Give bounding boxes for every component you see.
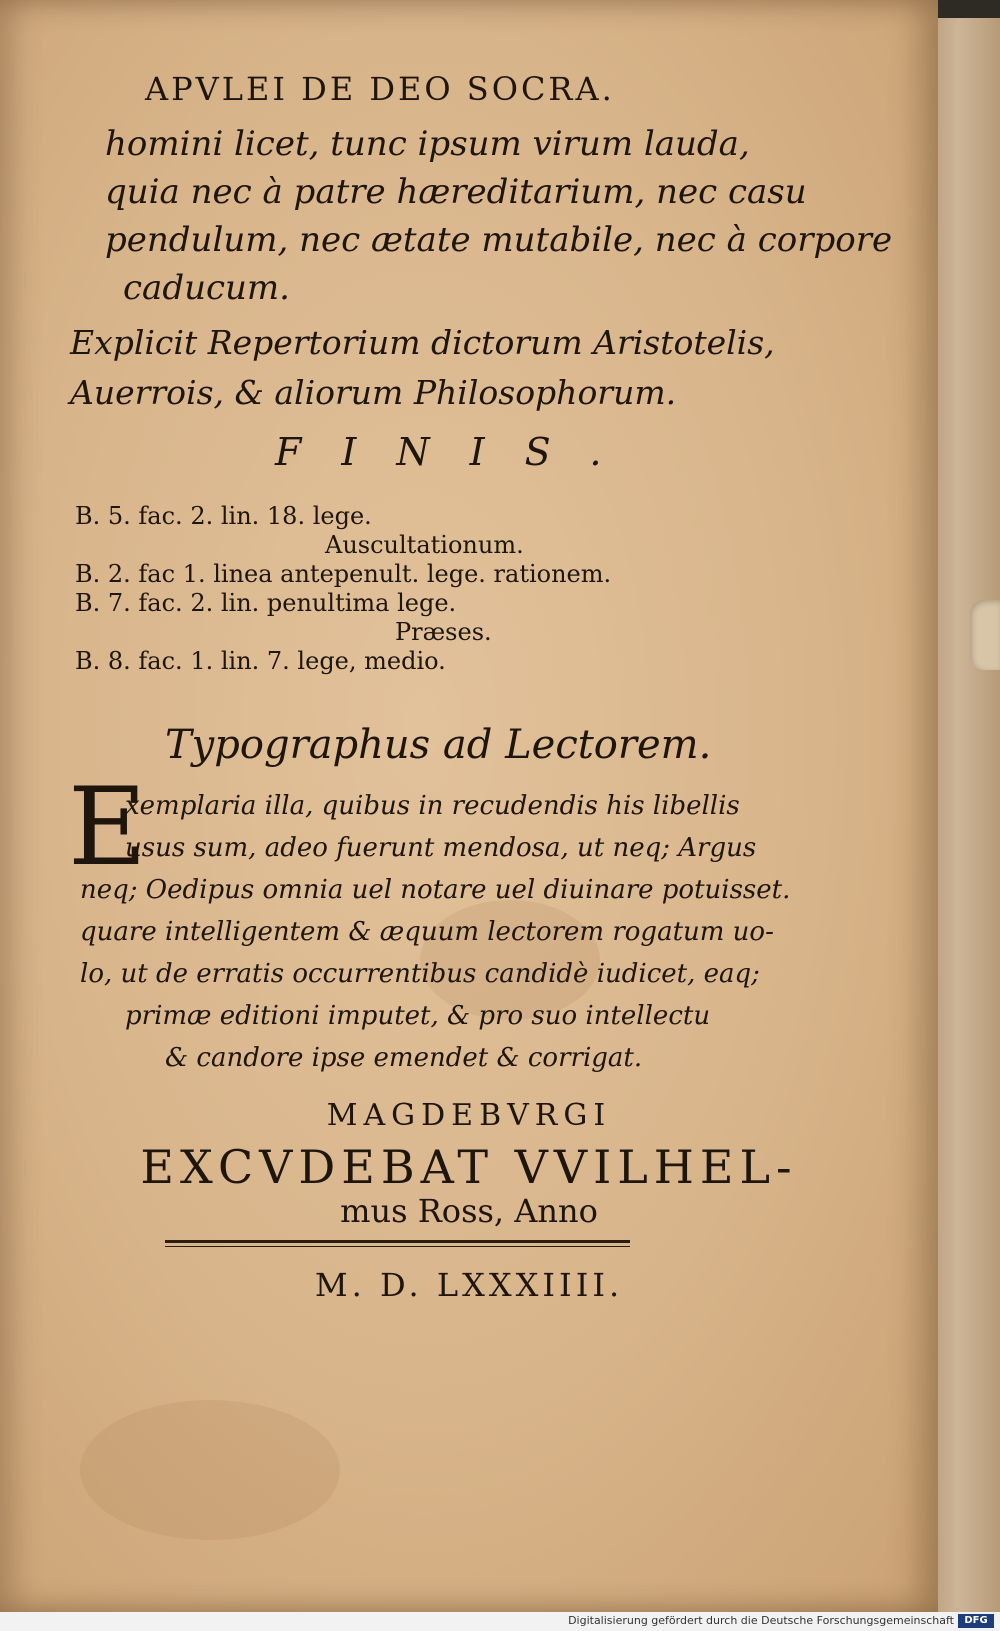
errata-line: Auscultationum. <box>325 531 524 559</box>
printer-note <box>80 785 791 1079</box>
text-line: quare intelligentem & æquum lectorem rogatum uo- <box>80 917 774 947</box>
text-line: usus sum, adeo fuerunt mendosa, ut neq; Argus <box>125 833 757 863</box>
explicit-block <box>70 318 775 418</box>
running-header: APVLEI DE DEO SOCRA. <box>145 70 615 108</box>
errata-line: B. 8. fac. 1. lin. 7. lege, medio. <box>75 647 446 675</box>
text-line: xemplaria illa, quibus in recudendis his libellis <box>125 791 740 821</box>
text-line: Explicit Repertorium dictorum Aristotelis, <box>70 323 775 362</box>
errata-list <box>75 502 611 676</box>
errata-line: B. 2. fac 1. linea antepenult. lege. rationem. <box>75 560 612 588</box>
text-line: lo, ut de erratis occurrentibus candidè iudicet, eaq; <box>80 959 760 989</box>
digitization-footer <box>0 1612 1000 1631</box>
colophon-city: MAGDEBVRGI <box>326 1098 612 1133</box>
text-line: pendulum, nec ætate mutabile, nec à corpore <box>105 220 893 260</box>
text-line: primæ editioni imputet, & pro suo intellectu <box>125 1001 711 1031</box>
text-line: & candore ipse emendet & corrigat. <box>165 1043 643 1073</box>
text-line: Auerrois, & aliorum Philosophorum. <box>70 373 677 412</box>
text-line: neq; Oedipus omnia uel notare uel diuinare potuisset. <box>80 875 791 905</box>
book-clasp <box>970 600 1000 670</box>
divider-rule <box>165 1246 630 1247</box>
errata-line: B. 5. fac. 2. lin. 18. lege. <box>75 502 372 530</box>
errata-line: B. 7. fac. 2. lin. penultima lege. <box>75 589 457 617</box>
funding-note: Digitalisierung gefördert durch die Deutsche Forschungsgemeinschaft <box>568 1614 954 1627</box>
latin-text-block <box>105 120 893 312</box>
colophon-printer: EXCVDEBAT VVILHEL- <box>140 1140 798 1194</box>
text-line: homini licet, tunc ipsum virum lauda, <box>105 124 750 164</box>
dfg-logo: DFG <box>958 1614 994 1628</box>
text-line: quia nec à patre hæreditarium, nec casu <box>105 172 807 212</box>
foxing-stain <box>80 1400 340 1540</box>
section-title: Typographus ad Lectorem. <box>165 722 712 768</box>
colophon-anno: mus Ross, Anno <box>340 1192 598 1230</box>
text-line: caducum. <box>123 268 290 308</box>
drop-cap: E <box>68 765 147 890</box>
finis-heading: FINIS. <box>275 430 642 474</box>
publication-year: M. D. LXXXIIII. <box>314 1266 624 1304</box>
divider-rule <box>165 1240 630 1243</box>
errata-line: Præses. <box>395 618 492 646</box>
